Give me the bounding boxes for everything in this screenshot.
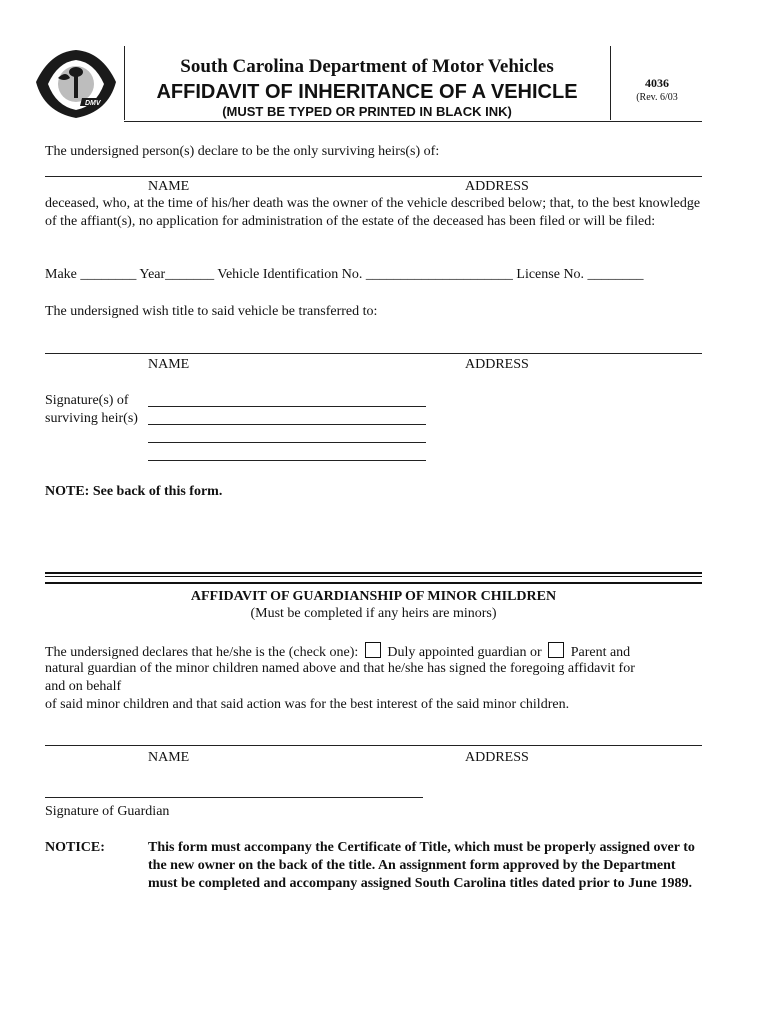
signature-label-1: Signature(s) of bbox=[45, 393, 129, 408]
form-title: AFFIDAVIT OF INHERITANCE OF A VEHICLE bbox=[156, 81, 578, 103]
transferee-line[interactable] bbox=[45, 353, 702, 354]
heir-signature-line-1[interactable] bbox=[148, 406, 426, 407]
heir-of-line[interactable] bbox=[45, 176, 702, 177]
dmv-logo-text: DMV bbox=[85, 100, 101, 107]
parent-guardian-checkbox[interactable] bbox=[548, 642, 564, 658]
deceased-text: deceased, who, at the time of his/her death was the owner of the vehicle described below; that, to the best knowledge of the affiant(s), no application for administration of the estate of the deceased has been filed or will be filed: bbox=[45, 196, 701, 229]
notice-label: NOTICE: bbox=[45, 840, 105, 855]
header-bottom-rule bbox=[124, 121, 702, 122]
guardianship-title: AFFIDAVIT OF GUARDIANSHIP OF MINOR CHILDREN bbox=[190, 589, 557, 604]
heir-signature-line-4[interactable] bbox=[148, 460, 426, 461]
guardian-name-line[interactable] bbox=[45, 745, 702, 746]
notice-text: This form must accompany the Certificate of Title, which must be properly assigned over to the new owner on the back of the title. An assignment form approved by the Department must be completed and accompany assigned South Carolina titles dated prior to June 1989. bbox=[148, 840, 695, 891]
duly-appointed-checkbox[interactable] bbox=[365, 642, 381, 658]
name-label-3: NAME bbox=[148, 750, 190, 765]
guardian-declaration-line1 bbox=[45, 642, 630, 662]
name-label-1: NAME bbox=[148, 179, 190, 194]
guardian-declaration-line3: and on behalf bbox=[45, 679, 122, 694]
address-label-2: ADDRESS bbox=[465, 357, 529, 372]
header-divider-right bbox=[610, 46, 611, 120]
heir-signature-line-2[interactable] bbox=[148, 424, 426, 425]
duly-appointed-label: Duly appointed guardian or bbox=[387, 645, 542, 660]
note-text: NOTE: See back of this form. bbox=[45, 484, 223, 499]
parent-guardian-label: Parent and bbox=[570, 645, 631, 660]
heir-signature-line-3[interactable] bbox=[148, 442, 426, 443]
guardianship-subtitle: (Must be completed if any heirs are minors) bbox=[250, 606, 497, 621]
signature-label-2: surviving heir(s) bbox=[45, 411, 138, 426]
declare-text: The undersigned person(s) declare to be the only surviving heirs(s) of: bbox=[45, 144, 440, 159]
dmv-logo bbox=[30, 48, 122, 120]
address-label-3: ADDRESS bbox=[465, 750, 529, 765]
name-label-2: NAME bbox=[148, 357, 190, 372]
form-subtitle: (MUST BE TYPED OR PRINTED IN BLACK INK) bbox=[222, 104, 512, 119]
guardian-declaration-line4: of said minor children and that said action was for the best interest of the said minor children. bbox=[45, 697, 570, 712]
vehicle-info-line[interactable]: Make ________ Year_______ Vehicle Identification No. _____________________ License No. ________ bbox=[45, 267, 644, 282]
form-revision: (Rev. 6/03 bbox=[636, 92, 678, 103]
form-number: 4036 bbox=[645, 76, 669, 90]
dmv-logo-icon bbox=[30, 48, 122, 120]
guardian-signature-line[interactable] bbox=[45, 797, 423, 798]
declaration-prefix: The undersigned declares that he/she is the (check one): bbox=[45, 645, 359, 660]
address-label-1: ADDRESS bbox=[465, 179, 529, 194]
section-divider bbox=[45, 572, 702, 584]
transfer-text: The undersigned wish title to said vehicle be transferred to: bbox=[45, 304, 378, 319]
guardian-signature-label: Signature of Guardian bbox=[45, 804, 170, 819]
department-name: South Carolina Department of Motor Vehicles bbox=[180, 56, 554, 77]
guardian-declaration-line2: natural guardian of the minor children named above and that he/she has signed the foregoing affidavit for bbox=[45, 661, 635, 676]
